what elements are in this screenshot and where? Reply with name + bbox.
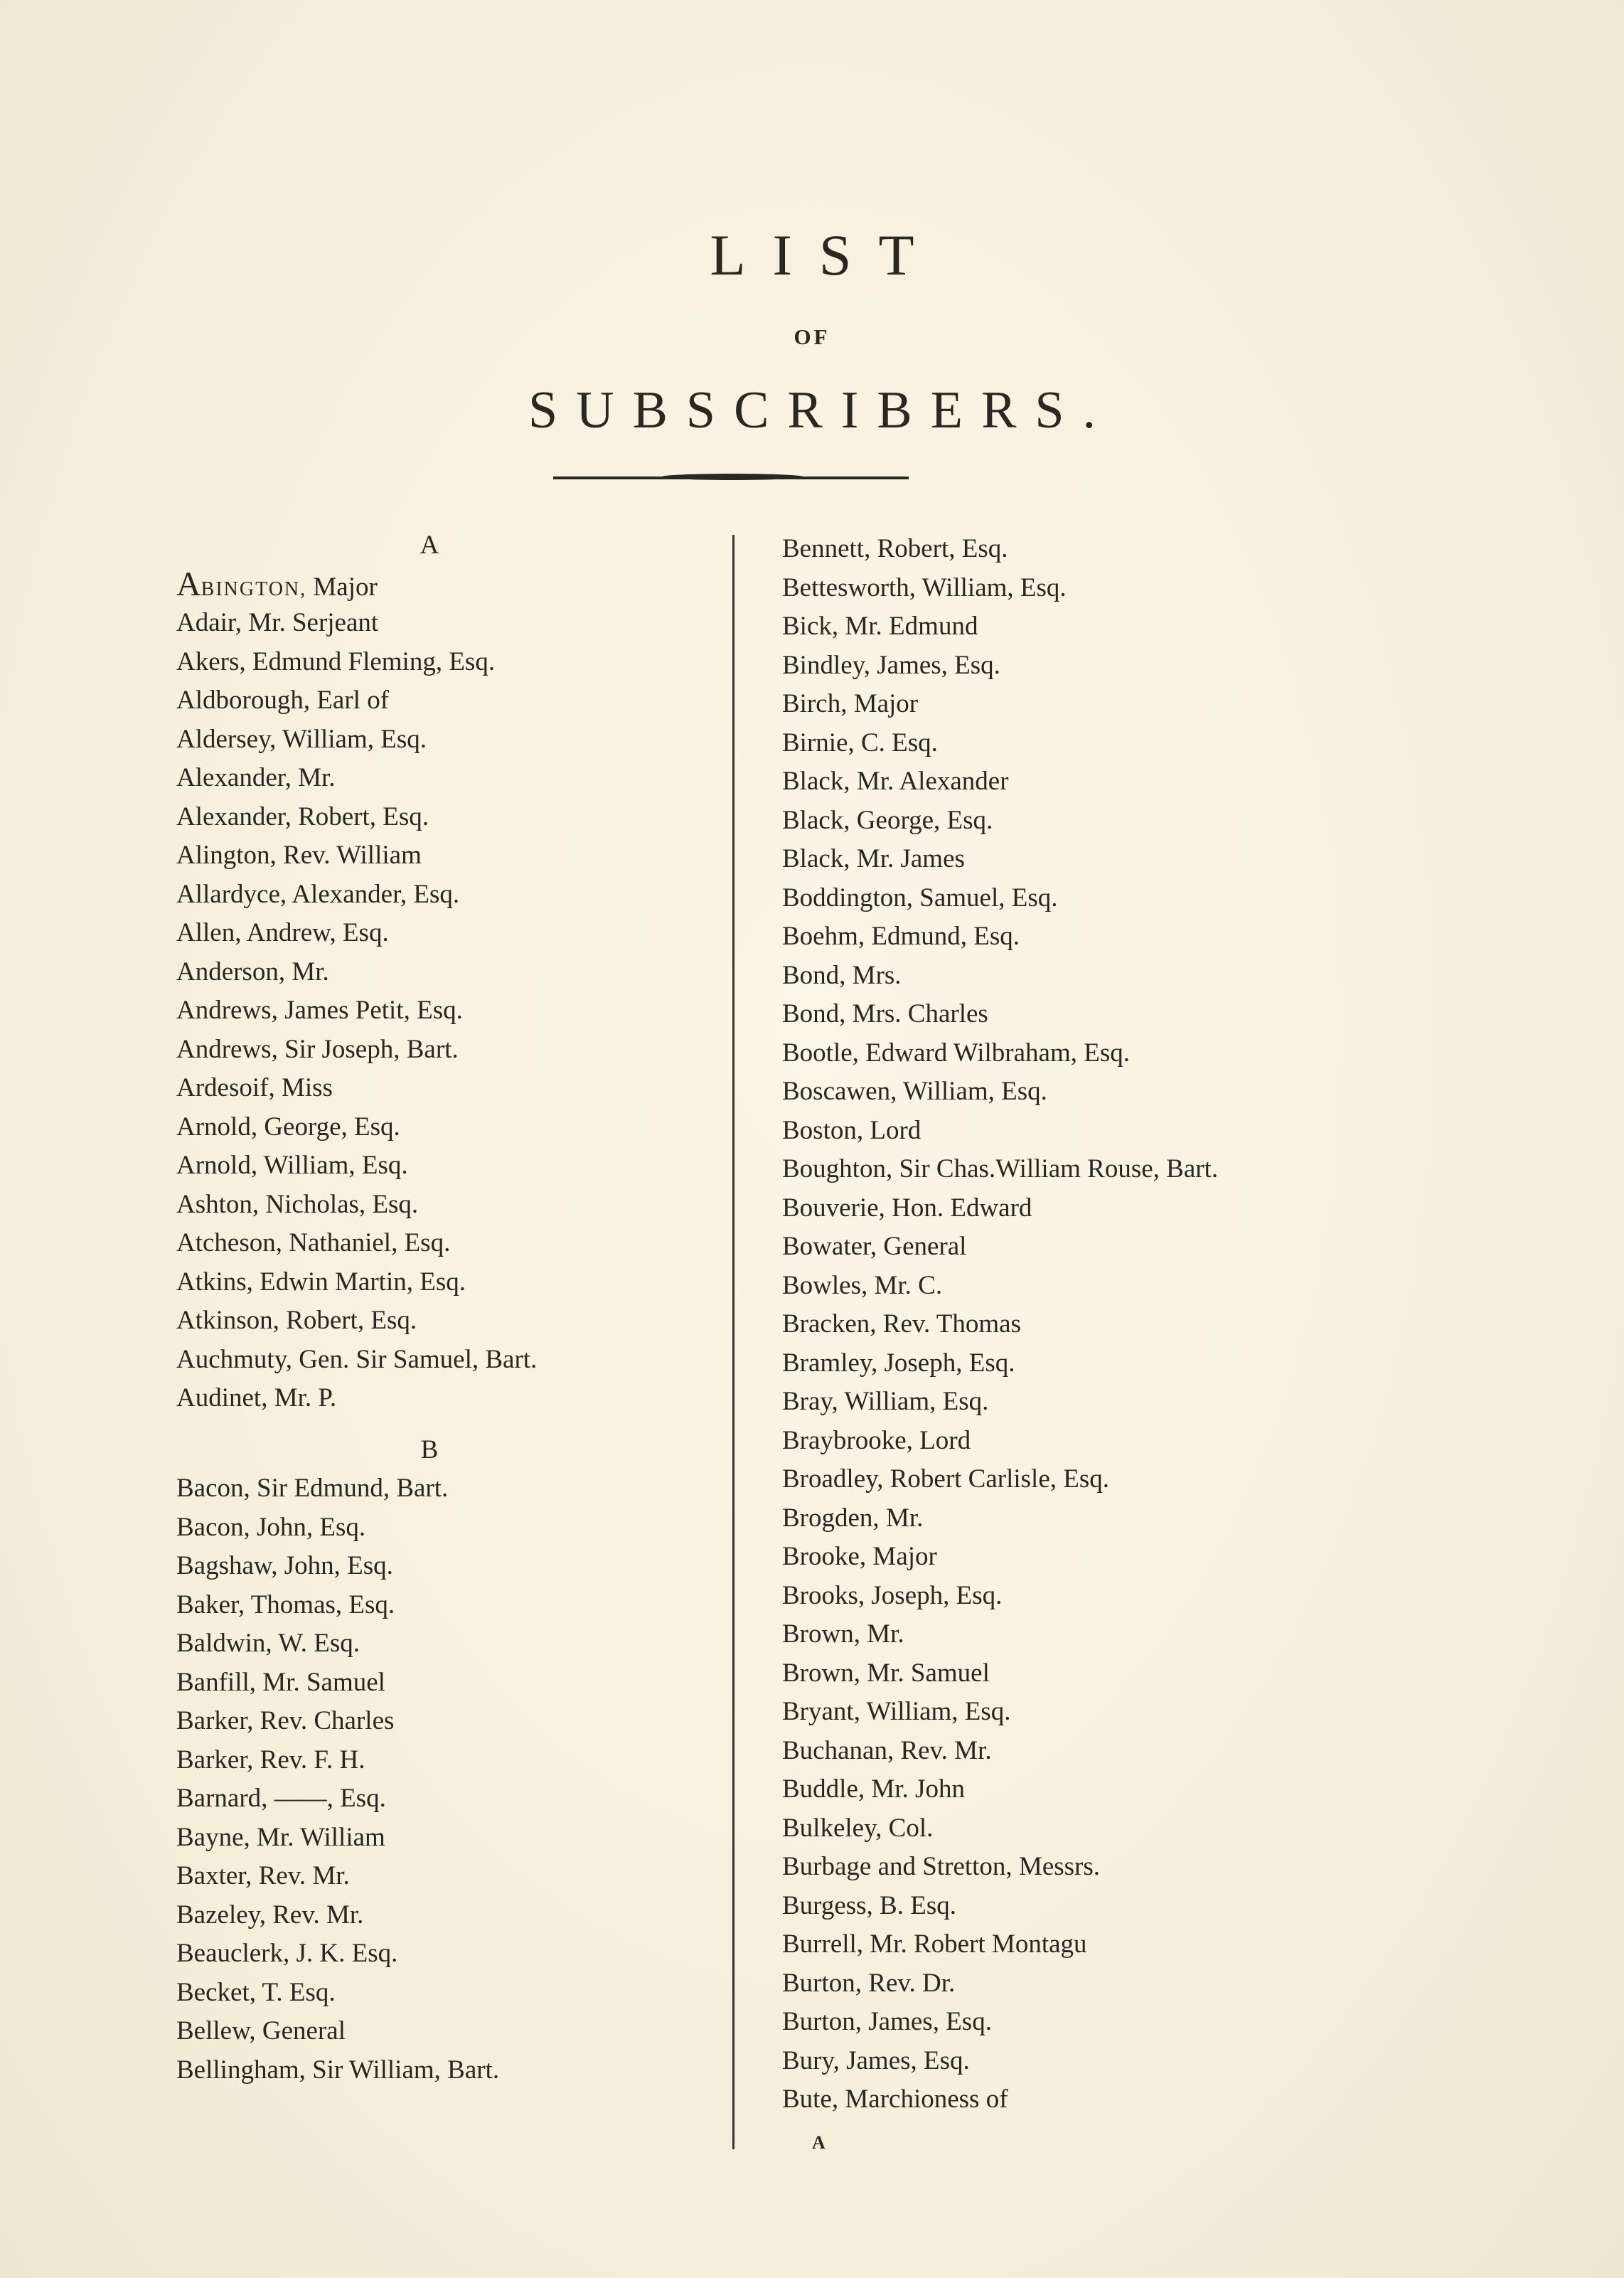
section-heading-a: A: [420, 531, 439, 560]
subscriber-entry: Bramley, Joseph, Esq.: [782, 1348, 1015, 1378]
subscriber-entry: Burton, James, Esq.: [782, 2007, 992, 2036]
subscriber-list-a: [176, 604, 683, 1418]
subscriber-entry: Bellingham, Sir William, Bart.: [176, 2055, 500, 2085]
subscriber-entry: Baker, Thomas, Esq.: [176, 1590, 395, 1619]
subscriber-entry: Aldersey, William, Esq.: [176, 724, 427, 754]
subscriber-entry: Bellew, General: [176, 2016, 346, 2045]
subscriber-entry: Bagshaw, John, Esq.: [176, 1551, 393, 1580]
subscriber-entry: Allardyce, Alexander, Esq.: [176, 879, 460, 909]
catchword: A: [812, 2132, 826, 2153]
left-column: [176, 526, 683, 2090]
subscriber-entry: Andrews, James Petit, Esq.: [176, 996, 463, 1025]
drop-initial: A: [176, 565, 201, 603]
subscriber-entry: Baldwin, W. Esq.: [176, 1629, 360, 1658]
subscriber-entry: Black, George, Esq.: [782, 805, 993, 835]
subscriber-entry: Banfill, Mr. Samuel: [176, 1667, 385, 1697]
subscriber-entry: Black, Mr. Alexander: [782, 767, 1009, 796]
subscriber-entry: Bacon, John, Esq.: [176, 1512, 366, 1542]
subscriber-entry: Bayne, Mr. William: [176, 1822, 385, 1852]
subscriber-entry: Bennett, Robert, Esq.: [782, 534, 1008, 563]
subscriber-entry: Boughton, Sir Chas.William Rouse, Bart.: [782, 1154, 1219, 1183]
subscriber-entry: Adair, Mr. Serjeant: [176, 608, 379, 637]
subscriber-entry: Bond, Mrs. Charles: [782, 999, 988, 1028]
subscriber-entry: Alexander, Mr.: [176, 763, 336, 792]
smallcaps-name: BINGTON,: [201, 578, 307, 600]
subscriber-entry: Bazeley, Rev. Mr.: [176, 1900, 364, 1930]
subscriber-entry: Aldborough, Earl of: [176, 686, 390, 715]
subscriber-entry: Auchmuty, Gen. Sir Samuel, Bart.: [176, 1344, 538, 1374]
subscriber-entry: Bowles, Mr. C.: [782, 1270, 943, 1300]
subscriber-entry: Burrell, Mr. Robert Montagu: [782, 1930, 1087, 1959]
subscriber-entry: Arnold, William, Esq.: [176, 1151, 408, 1180]
subscriber-entry: Allen, Andrew, Esq.: [176, 918, 389, 947]
subscriber-entry-first: [176, 565, 683, 605]
subscriber-entry: Atkinson, Robert, Esq.: [176, 1306, 417, 1335]
subscriber-entry: Birch, Major: [782, 689, 919, 718]
subscriber-entry: Boscawen, William, Esq.: [782, 1077, 1047, 1106]
subscriber-entry: Bowater, General: [782, 1232, 967, 1261]
subscriber-entry: Bute, Marchioness of: [782, 2085, 1008, 2114]
subscriber-entry: Ashton, Nicholas, Esq.: [176, 1189, 419, 1219]
subscriber-entry: Atcheson, Nathaniel, Esq.: [176, 1228, 451, 1257]
subscriber-list-right: [782, 530, 1218, 2119]
subscriber-entry: Barker, Rev. Charles: [176, 1706, 395, 1735]
subscriber-entry: Bulkeley, Col.: [782, 1813, 934, 1843]
page-title: LIST: [710, 223, 941, 287]
subscriber-entry: Arnold, George, Esq.: [176, 1112, 400, 1141]
subscriber-entry: Broadley, Robert Carlisle, Esq.: [782, 1464, 1110, 1494]
subscriber-entry: Bouverie, Hon. Edward: [782, 1193, 1032, 1223]
subscriber-list-b: [176, 1469, 683, 2090]
right-column: [782, 530, 1218, 2119]
subscriber-entry: Barnard, ——, Esq.: [176, 1784, 386, 1813]
subscriber-entry: Alington, Rev. William: [176, 841, 422, 870]
page-subtitle: SUBSCRIBERS.: [528, 381, 1115, 440]
subscriber-entry: Bootle, Edward Wilbraham, Esq.: [782, 1038, 1131, 1068]
subscriber-entry: Barker, Rev. F. H.: [176, 1745, 365, 1774]
subscriber-entry: Boston, Lord: [782, 1115, 921, 1145]
subscriber-entry: Buddle, Mr. John: [782, 1774, 965, 1804]
title-rule-ornament: [661, 474, 803, 480]
subscriber-entry: Bacon, Sir Edmund, Bart.: [176, 1474, 449, 1503]
subscriber-entry: Brown, Mr.: [782, 1619, 904, 1649]
subscriber-entry: Boehm, Edmund, Esq.: [782, 922, 1020, 951]
entry-rest: Major: [306, 572, 378, 602]
subscriber-entry: Birnie, C. Esq.: [782, 728, 938, 757]
subscriber-entry: Ardesoif, Miss: [176, 1073, 333, 1102]
subscriber-entry: Buchanan, Rev. Mr.: [782, 1735, 992, 1765]
subscriber-entry: Bryant, William, Esq.: [782, 1697, 1011, 1726]
subscriber-entry: Baxter, Rev. Mr.: [176, 1861, 350, 1890]
subscriber-entry: Burbage and Stretton, Messrs.: [782, 1852, 1101, 1881]
subscriber-entry: Bracken, Rev. Thomas: [782, 1309, 1021, 1338]
subscriber-entry: Bick, Mr. Edmund: [782, 612, 978, 641]
subscriber-entry: Brooks, Joseph, Esq.: [782, 1580, 1003, 1610]
subscriber-entry: Akers, Edmund Fleming, Esq.: [176, 646, 496, 676]
title-connector: OF: [794, 324, 830, 349]
subscriber-entry: Alexander, Robert, Esq.: [176, 802, 429, 831]
subscriber-entry: Bray, William, Esq.: [782, 1387, 989, 1416]
subscriber-entry: Beauclerk, J. K. Esq.: [176, 1939, 398, 1968]
subscriber-entry: Brooke, Major: [782, 1542, 937, 1571]
subscriber-entry: Atkins, Edwin Martin, Esq.: [176, 1267, 466, 1297]
subscriber-entry: Andrews, Sir Joseph, Bart.: [176, 1034, 459, 1064]
subscriber-entry: Black, Mr. James: [782, 844, 965, 873]
subscriber-entry: Bindley, James, Esq.: [782, 650, 1000, 680]
subscriber-entry: Bettesworth, William, Esq.: [782, 573, 1067, 602]
subscriber-entry: Bond, Mrs.: [782, 960, 902, 990]
subscriber-entry: Boddington, Samuel, Esq.: [782, 883, 1058, 912]
column-divider: [732, 535, 734, 2149]
subscriber-entry: Brown, Mr. Samuel: [782, 1658, 990, 1688]
section-heading-b: B: [420, 1435, 439, 1464]
subscriber-entry: Becket, T. Esq.: [176, 1977, 336, 2007]
subscriber-entry: Audinet, Mr. P.: [176, 1383, 337, 1412]
subscriber-entry: Burgess, B. Esq.: [782, 1890, 956, 1920]
subscriber-entry: Braybrooke, Lord: [782, 1425, 971, 1455]
subscriber-entry: Burton, Rev. Dr.: [782, 1968, 956, 1998]
subscriber-entry: Bury, James, Esq.: [782, 2045, 970, 2075]
subscriber-entry: Brogden, Mr.: [782, 1503, 924, 1533]
subscriber-entry: Anderson, Mr.: [176, 957, 329, 986]
